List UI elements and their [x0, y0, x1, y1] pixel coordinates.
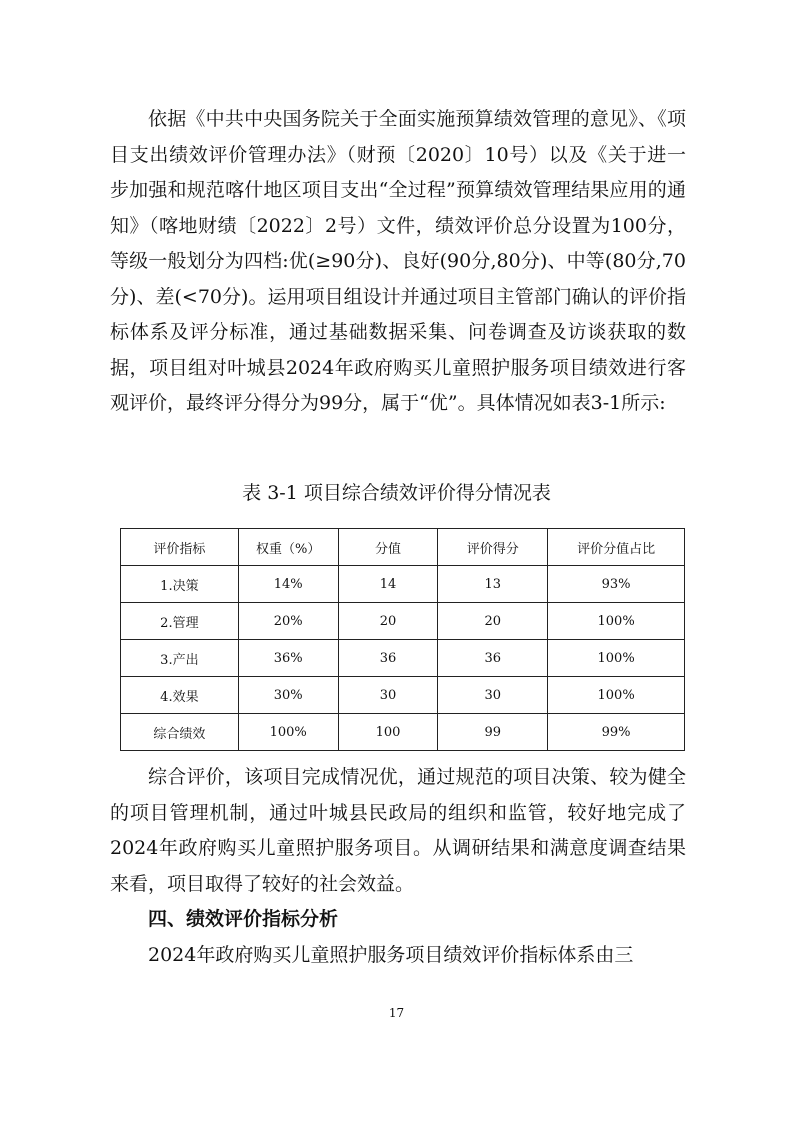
table-cell: 30 — [338, 677, 438, 714]
table-cell: 13 — [438, 566, 548, 603]
table-cell: 14% — [238, 566, 338, 603]
table-cell: 14 — [338, 566, 438, 603]
header-weight: 权重（%） — [238, 529, 338, 566]
table-cell: 36% — [238, 640, 338, 677]
table-cell: 36 — [338, 640, 438, 677]
table-header-row — [121, 529, 685, 566]
body-paragraph-analysis: 2024年政府购买儿童照护服务项目绩效评价指标体系由三 — [148, 944, 634, 966]
table-cell: 100% — [548, 603, 685, 640]
table-cell: 100 — [338, 714, 438, 751]
table-cell: 3.产出 — [121, 640, 239, 677]
table-cell: 30 — [438, 677, 548, 714]
table-cell: 2.管理 — [121, 603, 239, 640]
evaluation-score-table — [120, 528, 685, 751]
page-number: 17 — [388, 1006, 405, 1020]
table-row — [121, 640, 685, 677]
header-score-value: 分值 — [338, 529, 438, 566]
table-cell: 20% — [238, 603, 338, 640]
table-cell: 100% — [548, 640, 685, 677]
table-cell: 99 — [438, 714, 548, 751]
table-row — [121, 603, 685, 640]
table-cell: 综合绩效 — [121, 714, 239, 751]
table-cell: 100% — [238, 714, 338, 751]
table-cell: 20 — [438, 603, 548, 640]
table-cell: 1.决策 — [121, 566, 239, 603]
header-score-ratio: 评价分值占比 — [548, 529, 685, 566]
section-heading: 四、绩效评价指标分析 — [148, 908, 339, 930]
table-cell: 93% — [548, 566, 685, 603]
body-paragraph-summary: 综合评价，该项目完成情况优，通过规范的项目决策、较为健全的项目管理机制，通过叶城县民政局的组织和监管，较好地完成了2024年政府购买儿童照护服务项目。从调研结果和满意度调查结果来看，项目取得了较好的社会效益。 — [110, 766, 686, 895]
table-cell: 30% — [238, 677, 338, 714]
header-evaluated-score: 评价得分 — [438, 529, 548, 566]
table-cell: 4.效果 — [121, 677, 239, 714]
header-indicator: 评价指标 — [121, 529, 239, 566]
table-caption: 表 3-1 项目综合绩效评价得分情况表 — [242, 482, 551, 504]
table-cell: 100% — [548, 677, 685, 714]
body-paragraph-intro: 依据《中共中央国务院关于全面实施预算绩效管理的意见》、《项目支出绩效评价管理办法》（财预〔2020〕10号）以及《关于进一步加强和规范喀什地区项目支出“全过程”预算绩效管理结果应用的通知》（喀地财绩〔2022〕2号）文件，绩效评价总分设置为100分，等级一般划分为四档:优(≥90分)、良好(90分,80分)、中等(80分,70分)、差(<70分)。运用项目组设计并通过项目主管部门确认的评价指标体系及评分标准，通过基础数据采集、问卷调查及访谈获取的数据，项目组对叶城县2024年政府购买儿童照护服务项目绩效进行客观评价，最终评分得分为99分，属于“优”。具体情况如表3-1所示: — [110, 108, 686, 414]
table-cell: 99% — [548, 714, 685, 751]
table-cell: 36 — [438, 640, 548, 677]
table-row — [121, 566, 685, 603]
table-cell: 20 — [338, 603, 438, 640]
table-row — [121, 677, 685, 714]
table-row-total — [121, 714, 685, 751]
